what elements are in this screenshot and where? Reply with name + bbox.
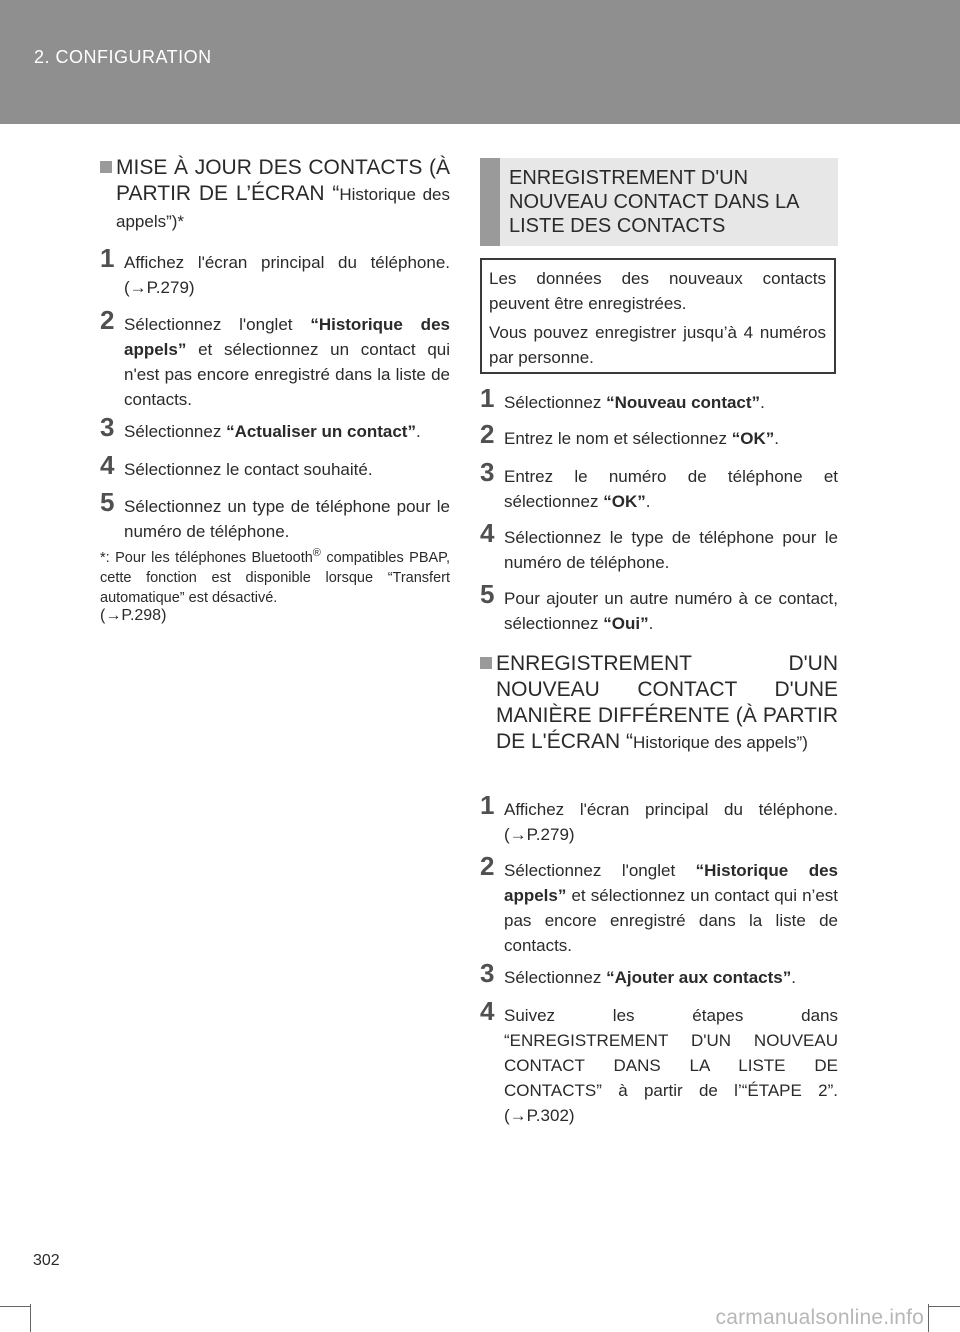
section-square-icon (100, 161, 112, 173)
crop-mark (30, 1304, 31, 1332)
right-step-1: 1 Sélectionnez “Nouveau contact”. (480, 383, 765, 413)
heading2-prefix: ENREGISTREMENT D'UN NOUVEAU CONTACT D'UNE MANIÈRE DIFFÉRENTE (À PARTIR DE L'ÉCRAN “ (496, 652, 838, 753)
crop-mark (0, 1306, 30, 1307)
info-line-2: Vous pouvez enregistrer jusqu’à 4 numéros par personne. (489, 323, 826, 367)
left-step-4: 4 Sélectionnez le contact souhaité. (100, 450, 373, 480)
section-banner (480, 158, 838, 246)
page-number: 302 (33, 1252, 60, 1269)
info-line-1: Les données des nouveaux contacts peuvent être enregistrées. (489, 269, 826, 313)
left-step-3: 3 Sélectionnez “Actualiser un contact”. (100, 412, 421, 442)
right-step-5: 5 Pour ajouter un autre numéro à ce contact, sélectionnez “Oui”. (480, 579, 838, 633)
info-box (480, 258, 836, 374)
heading2-small: Historique des appels”) (633, 733, 808, 752)
right-step-3: 3 Entrez le numéro de téléphone et sélectionnez “OK”. (480, 457, 838, 511)
left-step-5: 5 Sélectionnez un type de téléphone pour le numéro de téléphone. (100, 487, 450, 541)
right-b-step-4: 4 Suivez les étapes dans “ENREGISTREMENT D'UN NOUVEAU CONTACT DANS LA LISTE DE CONTACTS” à partir de l’“ÉTAPE 2”. (→P.302) (480, 996, 838, 1125)
right-b-step-2: 2 Sélectionnez l'onglet “Historique des appels” et sélectionnez un contact qui n’est pas encore enregistré dans la liste de contacts. (480, 851, 838, 955)
banner-title: ENREGISTREMENT D'UN NOUVEAU CONTACT DANS LA LISTE DES CONTACTS (509, 167, 799, 237)
heading-prefix: MISE À JOUR DES CONTACTS (À PARTIR DE L’ÉCRAN “ (116, 156, 450, 205)
footnote-ref: (→P.298) (100, 607, 167, 624)
right-step-2: 2 Entrez le nom et sélectionnez “OK”. (480, 419, 779, 449)
right-b-step-3: 3 Sélectionnez “Ajouter aux contacts”. (480, 958, 796, 988)
chapter-title: 2. CONFIGURATION (34, 47, 212, 67)
section-heading-update-contacts (100, 155, 450, 235)
heading-small: Historique des appels”)* (116, 185, 450, 231)
left-step-2: 2 Sélectionnez l'onglet “Historique des appels” et sélectionnez un contact qui n'est pas encore enregistré dans la liste de contacts. (100, 305, 450, 409)
crop-mark (928, 1306, 960, 1307)
banner-bar (480, 158, 500, 246)
crop-mark (928, 1304, 929, 1332)
right-step-4: 4 Sélectionnez le type de téléphone pour le numéro de téléphone. (480, 518, 838, 572)
section-square-icon (480, 657, 492, 669)
watermark: carmanualsonline.info (715, 1306, 924, 1329)
footnote: *: Pour les téléphones Bluetooth® compatibles PBAP, cette fonction est disponible lorsque “Transfert automatique” est désactivé. (100, 547, 450, 606)
chapter-header-band (0, 0, 960, 124)
left-step-1: 1 Affichez l'écran principal du téléphone. (→P.279) (100, 243, 450, 297)
section-heading-new-contact (480, 651, 838, 756)
right-b-step-1: 1 Affichez l'écran principal du téléphone. (→P.279) (480, 790, 838, 844)
